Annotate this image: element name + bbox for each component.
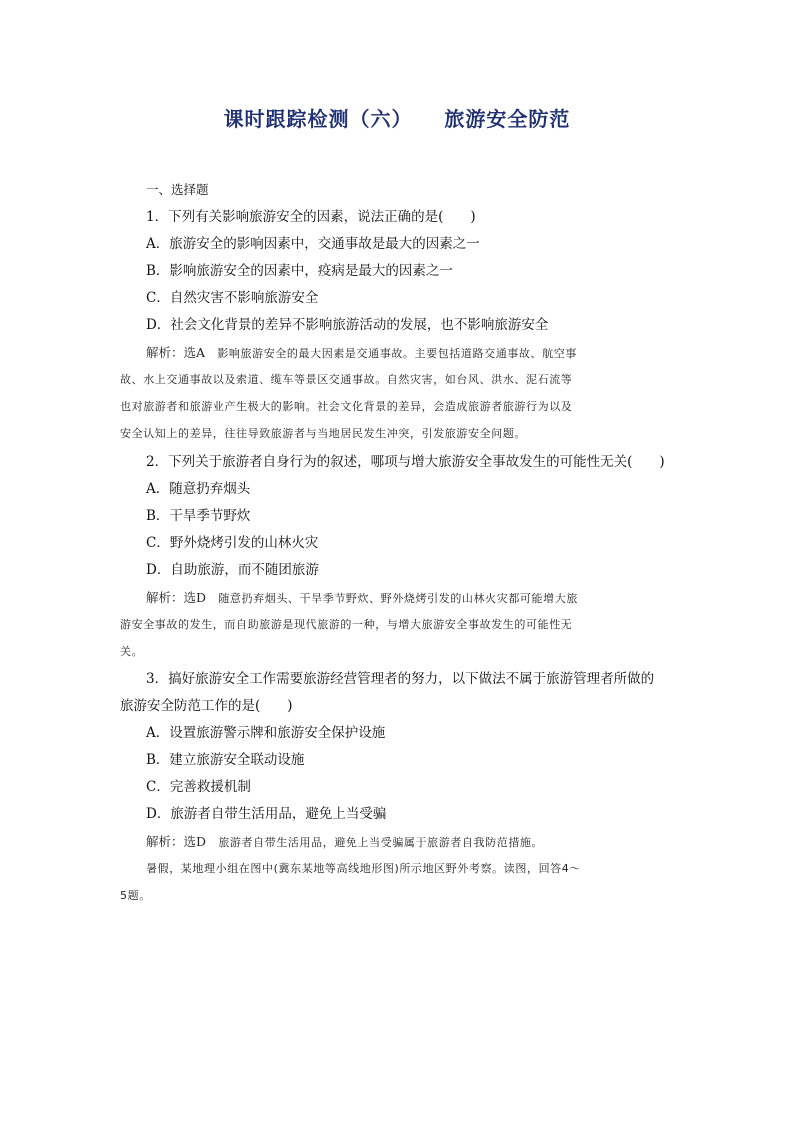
question-1-analysis [146, 344, 577, 363]
question-1-option-a: A．旅游安全的影响因素中，交通事故是最大的因素之一 [146, 236, 480, 252]
question-1-option-b: B．影响旅游安全的因素中，疫病是最大的因素之一 [146, 263, 453, 279]
question-3-option-c: C．完善救援机制 [146, 779, 251, 795]
analysis-label: 解析：选A [146, 345, 206, 360]
question-2-option-c: C．野外烧烤引发的山林火灾 [146, 535, 319, 551]
question-1-option-d: D．社会文化背景的差异不影响旅游活动的发展，也不影响旅游安全 [146, 317, 549, 333]
question-2-stem: 2．下列关于旅游者自身行为的叙述，哪项与增大旅游安全事故发生的可能性无关( ) [146, 454, 665, 470]
question-3-option-d: D．旅游者自带生活用品，避免上当受骗 [146, 806, 387, 822]
analysis-text: 随意扔弃烟头、干旱季节野炊、野外烧烤引发的山林火灾都可能增大旅 [218, 592, 578, 605]
section-heading: 一、选择题 [146, 182, 209, 197]
analysis-text: 旅游者自带生活用品，避免上当受骗属于旅游者自我防范措施。 [218, 836, 544, 849]
analysis-text: 影响旅游安全的最大因素是交通事故。主要包括道路交通事故、航空事 [217, 347, 577, 360]
question-3-stem-cont: 旅游安全防范工作的是( ) [120, 698, 293, 714]
question-1-option-c: C．自然灾害不影响旅游安全 [146, 290, 319, 306]
intro-text-cont: 5题。 [120, 889, 151, 902]
question-3-option-a: A．设置旅游警示牌和旅游安全保护设施 [146, 725, 386, 741]
question-1-analysis-line: 故、水上交通事故以及索道、缆车等景区交通事故。自然灾害，如台风、洪水、泥石流等 [120, 373, 573, 386]
question-2-option-b: B．干旱季节野炊 [146, 508, 251, 524]
question-2-option-a: A．随意扔弃烟头 [146, 481, 251, 497]
analysis-label: 解析：选D [146, 834, 207, 849]
page-title: 课时跟踪检测（六） 旅游安全防范 [223, 107, 571, 131]
question-2-option-d: D．自助旅游，而不随团旅游 [146, 562, 319, 578]
question-3-option-b: B．建立旅游安全联动设施 [146, 752, 305, 768]
question-3-stem: 3．搞好旅游安全工作需要旅游经营管理者的努力，以下做法不属于旅游管理者所做的 [146, 671, 655, 687]
question-2-analysis-line: 关。 [120, 645, 144, 658]
question-1-analysis-line: 也对旅游者和旅游业产生极大的影响。社会文化背景的差异，会造成旅游者旅游行为以及 [120, 400, 573, 413]
analysis-label: 解析：选D [146, 590, 207, 605]
question-1-analysis-line: 安全认知上的差异，往往导致旅游者与当地居民发生冲突，引发旅游安全问题。 [120, 427, 526, 440]
intro-text: 暑假，某地理小组在图中(冀东某地等高线地形图)所示地区野外考察。读图，回答4～ [146, 862, 581, 875]
question-2-analysis [146, 589, 578, 608]
question-1-stem: 1．下列有关影响旅游安全的因素，说法正确的是( ) [146, 209, 476, 225]
question-2-analysis-line: 游安全事故的发生，而自助旅游是现代旅游的一种，与增大旅游安全事故发生的可能性无 [120, 618, 573, 631]
question-3-analysis [146, 833, 543, 852]
